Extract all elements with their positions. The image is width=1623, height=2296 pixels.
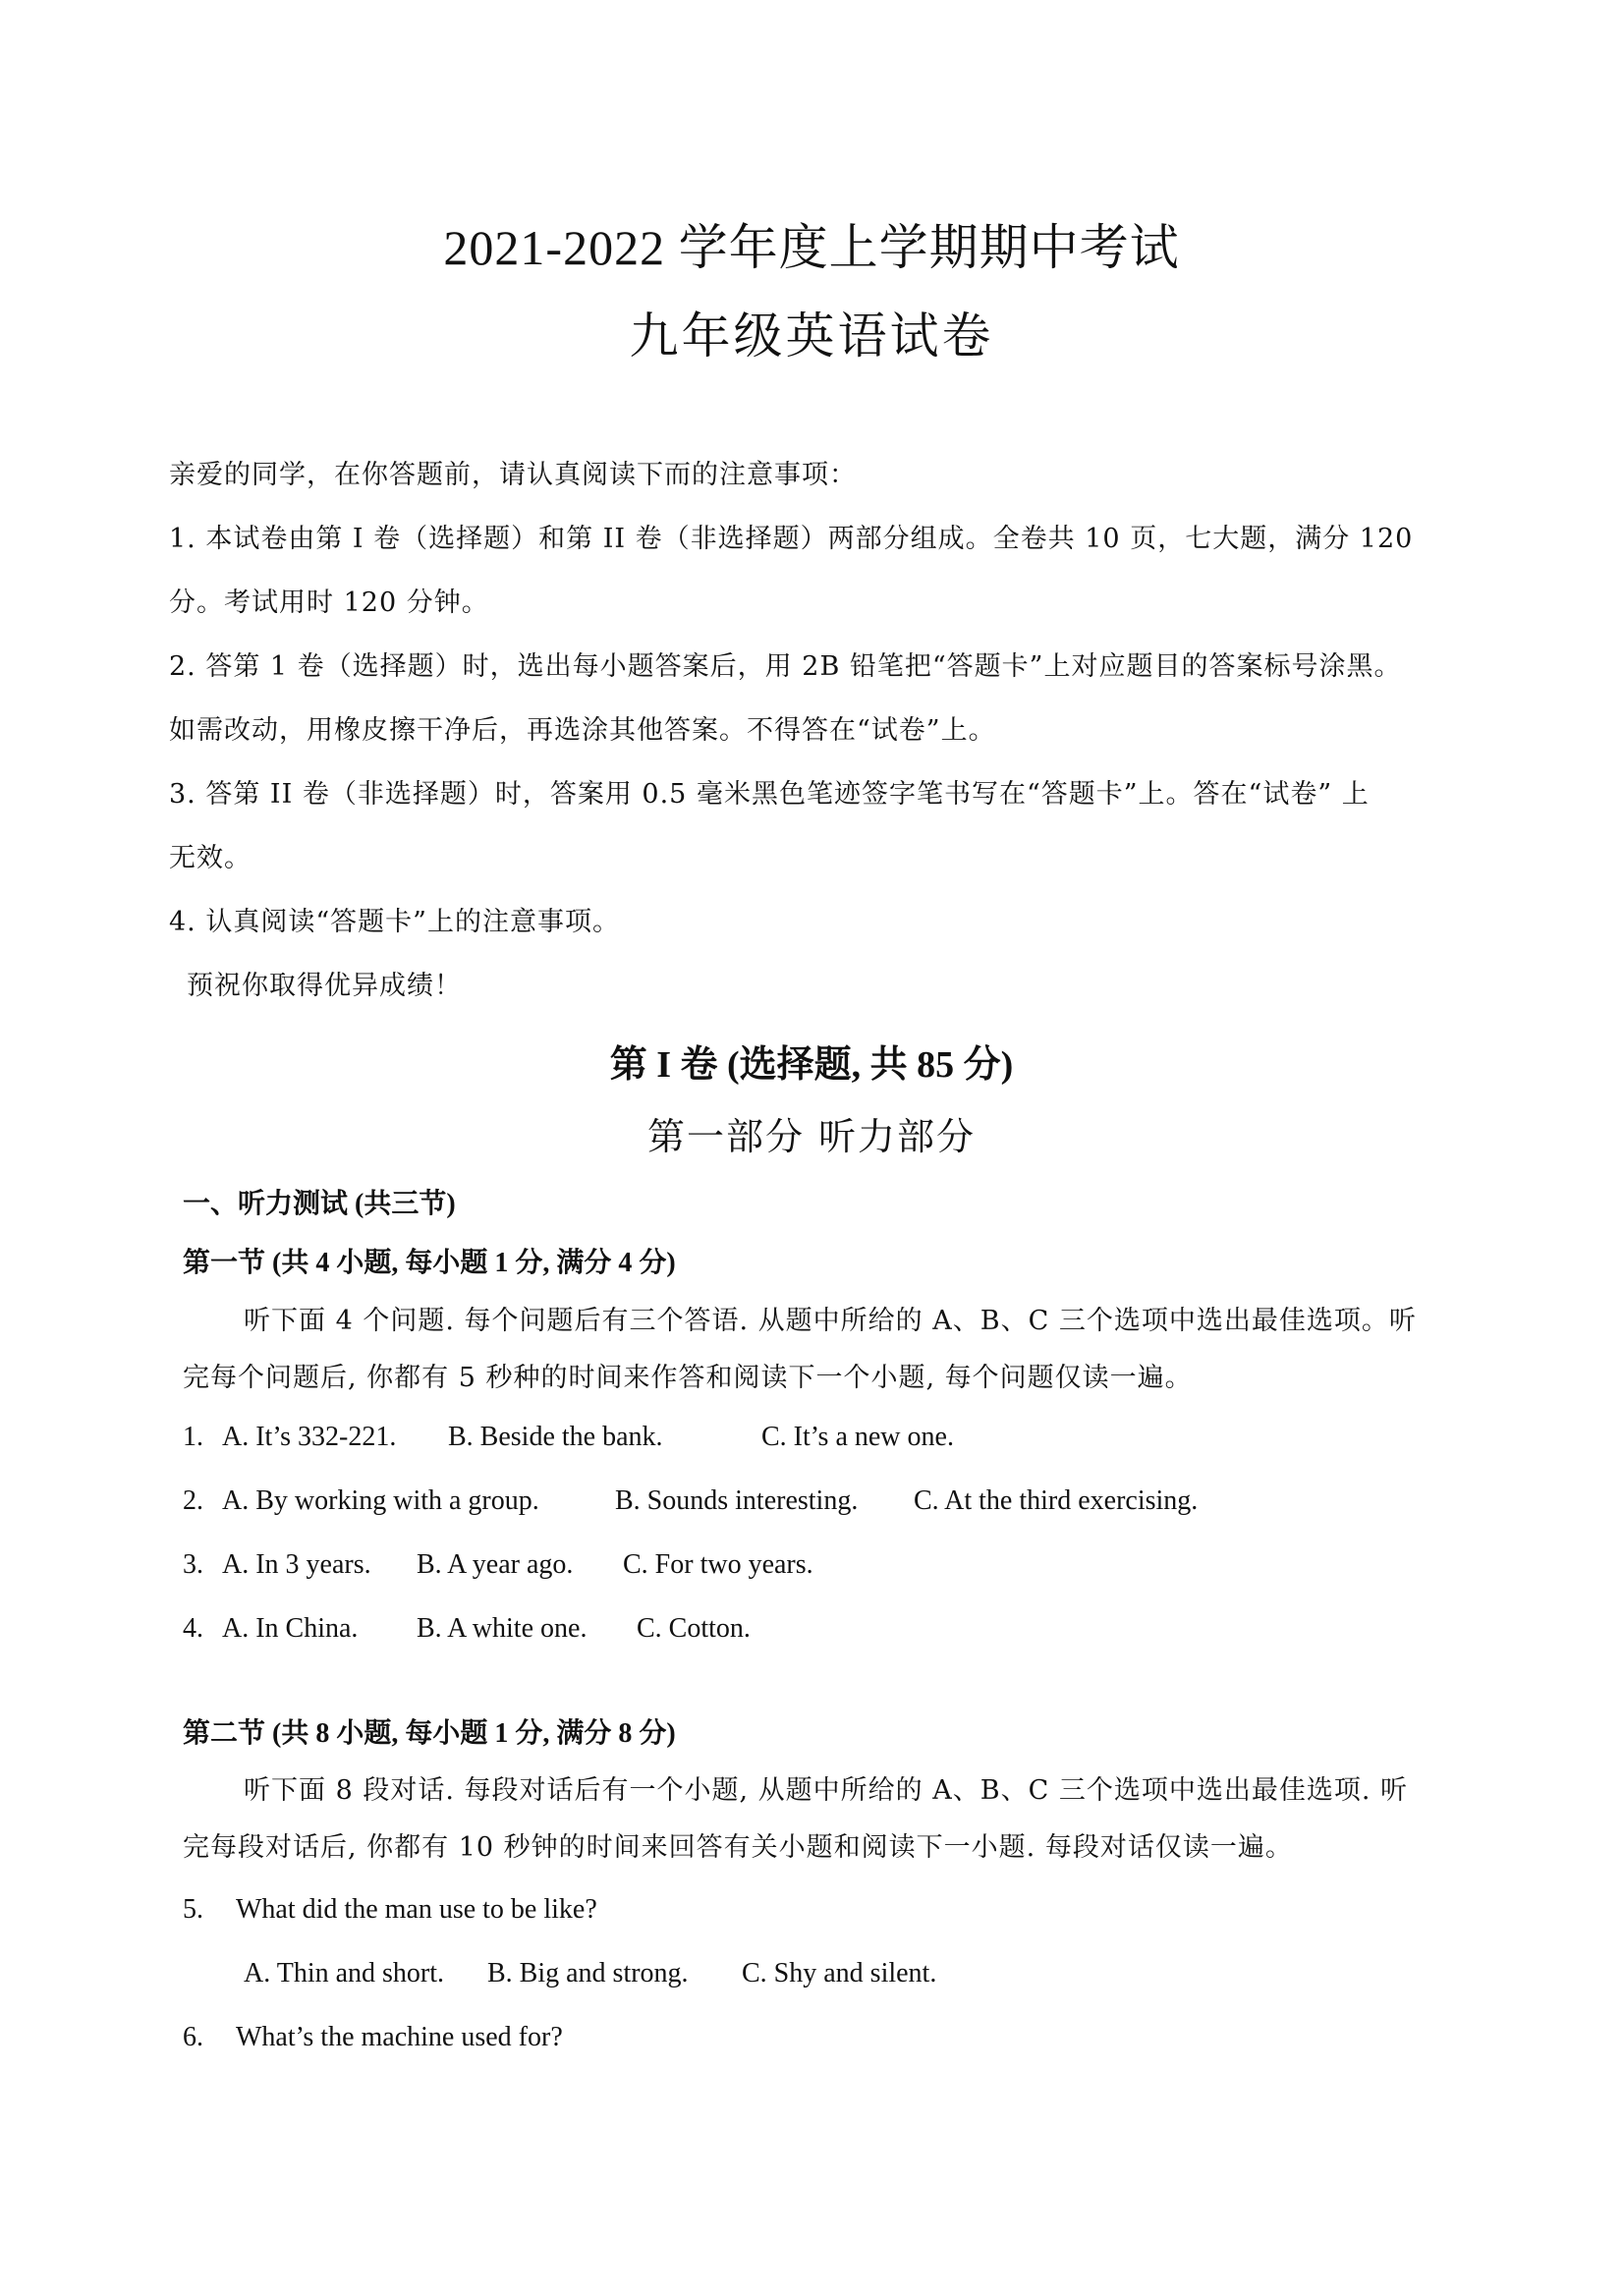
question-5-option-c: C. Shy and silent. bbox=[742, 1958, 937, 1988]
question-6-number: 6. bbox=[183, 2022, 203, 2052]
exam-title: 2021-2022 学年度上学期期中考试 bbox=[443, 220, 1180, 275]
part-1-title: 第一部分 听力部分 bbox=[646, 1115, 977, 1158]
notice-item-4: 4. 认真阅读“答题卡”上的注意事项。 bbox=[169, 907, 620, 937]
section-1-heading: 第一节 (共 4 小题, 每小题 1 分, 满分 4 分) bbox=[183, 1248, 676, 1278]
question-5-number: 5. bbox=[183, 1894, 203, 1925]
question-1-option-c: C. It’s a new one. bbox=[761, 1422, 954, 1452]
question-6-text: What’s the machine used for? bbox=[236, 2022, 563, 2052]
question-3-option-b: B. A year ago. bbox=[417, 1549, 574, 1580]
volume-1-title: 第 I 卷 (选择题, 共 85 分) bbox=[609, 1044, 1014, 1086]
listening-heading: 一、听力测试 (共三节) bbox=[183, 1189, 456, 1219]
question-4-option-a: A. In China. bbox=[222, 1613, 359, 1644]
section-2-heading: 第二节 (共 8 小题, 每小题 1 分, 满分 8 分) bbox=[183, 1718, 676, 1749]
notice-item-1-line-2: 分。考试用时 120 分钟。 bbox=[169, 588, 489, 618]
question-3 bbox=[183, 1549, 203, 1581]
question-4-option-c: C. Cotton. bbox=[637, 1613, 751, 1644]
question-number: 1. bbox=[183, 1422, 203, 1452]
notice-intro: 亲爱的同学，在你答题前，请认真阅读下而的注意事项： bbox=[169, 460, 857, 490]
question-number: 2. bbox=[183, 1485, 203, 1516]
section-2-instructions-line-1: 听下面 8 段对话. 每段对话后有一个小题, 从题中所给的 A、B、C 三个选项中选出最佳选项. 听 bbox=[244, 1775, 1409, 1806]
question-1-option-b: B. Beside the bank. bbox=[448, 1422, 663, 1452]
notice-item-2-line-2: 如需改动，用橡皮擦干净后，再选涂其他答案。不得答在“试卷”上。 bbox=[169, 715, 996, 746]
question-2 bbox=[183, 1485, 203, 1517]
section-1-instructions-line-2: 完每个问题后, 你都有 5 秒种的时间来作答和阅读下一个小题, 每个问题仅读一遍。 bbox=[183, 1363, 1193, 1393]
question-1-option-a: A. It’s 332-221. bbox=[222, 1422, 397, 1452]
notice-item-3-line-1: 3. 答第 II 卷（非选择题）时，答案用 0.5 毫米黑色笔迹签字笔书写在“答题卡”上。答在“试卷” 上 bbox=[169, 779, 1370, 810]
section-1-instructions-line-1: 听下面 4 个问题. 每个问题后有三个答语. 从题中所给的 A、B、C 三个选项中选出最佳选项。听 bbox=[244, 1306, 1417, 1336]
question-5-text: What did the man use to be like? bbox=[236, 1894, 597, 1925]
section-2-instructions-line-2: 完每段对话后, 你都有 10 秒钟的时间来回答有关小题和阅读下一小题. 每段对话仅读一遍。 bbox=[183, 1832, 1293, 1863]
question-4-option-b: B. A white one. bbox=[417, 1613, 588, 1644]
exam-subtitle: 九年级英语试卷 bbox=[629, 308, 994, 364]
notice-wish: 预祝你取得优异成绩！ bbox=[187, 971, 462, 1001]
question-number: 3. bbox=[183, 1549, 203, 1580]
question-4 bbox=[183, 1613, 203, 1645]
question-3-option-a: A. In 3 years. bbox=[222, 1549, 371, 1580]
notice-item-2-line-1: 2. 答第 1 卷（选择题）时，选出每小题答案后，用 2B 铅笔把“答题卡”上对应题目的答案标号涂黑。 bbox=[169, 651, 1402, 682]
question-2-option-c: C. At the third exercising. bbox=[914, 1485, 1199, 1516]
question-3-option-c: C. For two years. bbox=[623, 1549, 813, 1580]
notice-item-3-line-2: 无效。 bbox=[169, 843, 252, 873]
question-5-option-a: A. Thin and short. bbox=[244, 1958, 445, 1988]
question-number: 4. bbox=[183, 1613, 203, 1644]
question-1 bbox=[183, 1422, 203, 1453]
question-2-option-a: A. By working with a group. bbox=[222, 1485, 539, 1516]
notice-item-1-line-1: 1. 本试卷由第 I 卷（选择题）和第 II 卷（非选择题）两部分组成。全卷共 10 页，七大题，满分 120 bbox=[169, 524, 1414, 554]
question-5-option-b: B. Big and strong. bbox=[487, 1958, 689, 1988]
question-2-option-b: B. Sounds interesting. bbox=[615, 1485, 859, 1516]
